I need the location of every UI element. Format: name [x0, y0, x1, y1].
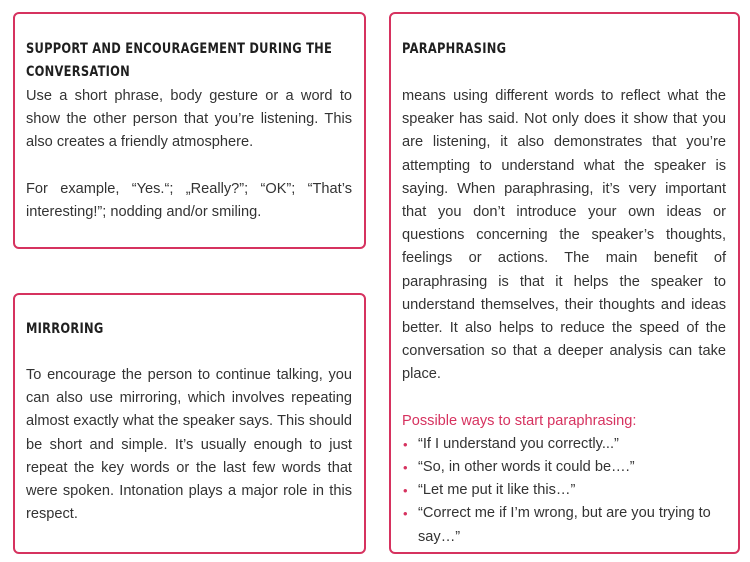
support-title-line1: SUPPORT AND ENCOURAGEMENT DURING THE — [26, 41, 333, 57]
bullet-icon: • — [403, 506, 408, 522]
list-item: • “If I understand you correctly...” — [402, 433, 726, 456]
bullet-icon: • — [403, 436, 408, 452]
mirroring-paragraph: To encourage the person to continue talking, you can also use mirroring, which involves repeating almost exactly what the speaker says. This should be short and simple. It’s usually enough to just repeat the key words or the last few words that were spoken. Intonation plays a major role in this respect. — [26, 367, 352, 523]
paraphrasing-card — [389, 12, 740, 554]
mirroring-card-title: MIRRORING — [26, 321, 104, 337]
support-paragraph-example: For example, “Yes.“; „Really?”; “OK”; “That’s interesting!”; nodding and/or smiling. — [26, 180, 352, 220]
support-card — [13, 12, 366, 249]
bullet-icon: • — [403, 483, 408, 499]
mirroring-card — [13, 293, 366, 554]
paraphrasing-ways-title: Possible ways to start paraphrasing: — [402, 412, 637, 429]
bullet-icon: • — [403, 460, 408, 476]
list-item: • “Let me put it like this…” — [402, 479, 726, 502]
paraphrasing-ways-list — [402, 433, 726, 549]
list-item: • “So, in other words it could be….” — [402, 456, 726, 479]
support-title-line2: CONVERSATION — [26, 64, 131, 80]
paraphrasing-card-title: PARAPHRASING — [402, 41, 507, 57]
support-paragraph-intro: Use a short phrase, body gesture or a word to show the other person that you’re listening. This also creates a friendly atmosphere. — [26, 88, 352, 151]
paraphrasing-paragraph: means using different words to reflect what the speaker has said. Not only does it show that you are listening, it also demonstrates that you’re attempting to understand what the speaker is saying. When paraphrasing, it’s very important that you don’t introduce your own ideas or questions concerning the speaker’s thoughts, feelings or actions. The main benefit of paraphrasing is that it helps the speaker to understand themselves, their thoughts and ideas better. It also helps to reduce the speed of the conversation so that a deeper analysis can take place. — [402, 88, 726, 383]
mirroring-card-body — [26, 364, 352, 526]
list-item: • “Correct me if I’m wrong, but are you trying to say…” — [402, 502, 726, 548]
support-card-body — [26, 85, 352, 224]
support-card-title — [26, 38, 354, 84]
paraphrasing-card-body — [402, 85, 726, 549]
